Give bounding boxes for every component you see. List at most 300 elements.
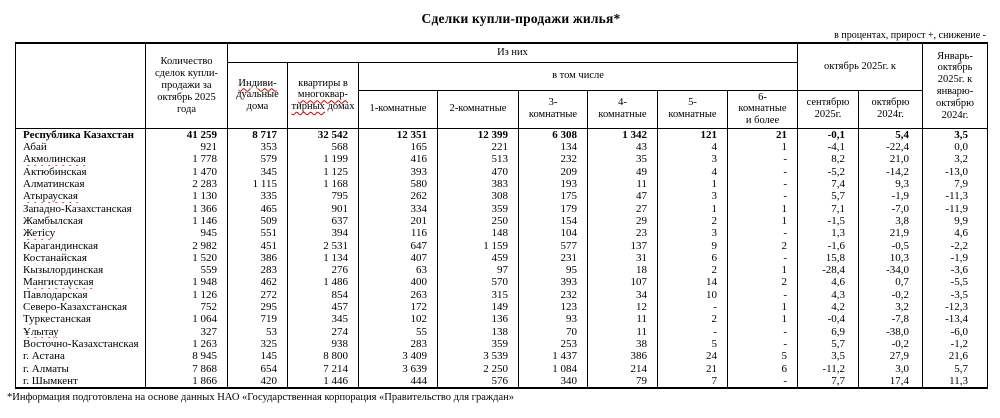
value-cell: 551: [228, 227, 288, 239]
table-row: [16, 178, 988, 190]
value-cell: 193: [519, 178, 588, 190]
value-cell: 7,1: [798, 203, 859, 215]
value-cell: 2 982: [146, 240, 228, 252]
region-cell: Акмолинская: [16, 153, 146, 165]
table-row: [16, 227, 988, 239]
value-cell: 21: [728, 128, 798, 141]
value-cell: 21: [658, 363, 728, 375]
value-cell: -: [728, 153, 798, 165]
including-band-header: в том числе: [359, 62, 798, 90]
value-cell: 2 531: [288, 240, 359, 252]
header-word: домах: [324, 101, 355, 113]
value-cell: 5: [658, 338, 728, 350]
region-cell: Туркестанская: [16, 313, 146, 325]
table-head: [16, 43, 988, 128]
value-cell: 400: [359, 276, 438, 288]
value-cell: 1 130: [146, 190, 228, 202]
value-cell: 0,7: [859, 276, 923, 288]
value-cell: 1 134: [288, 252, 359, 264]
value-cell: 4,3: [798, 289, 859, 301]
value-cell: 345: [228, 166, 288, 178]
region-cell: Абай: [16, 141, 146, 153]
value-cell: 262: [359, 190, 438, 202]
value-cell: 272: [228, 289, 288, 301]
value-cell: 1 366: [146, 203, 228, 215]
value-cell: 1 126: [146, 289, 228, 301]
value-cell: 416: [359, 153, 438, 165]
value-cell: -0,2: [859, 289, 923, 301]
value-cell: -: [728, 166, 798, 178]
value-cell: -4,1: [798, 141, 859, 153]
value-cell: 12: [588, 301, 658, 313]
header-word: тирных: [291, 101, 325, 113]
region-cell: Жамбылская: [16, 215, 146, 227]
value-cell: 901: [288, 203, 359, 215]
value-cell: -11,3: [923, 190, 988, 202]
value-cell: 11: [588, 313, 658, 325]
value-cell: 8 945: [146, 350, 228, 362]
value-cell: 148: [438, 227, 519, 239]
value-cell: 47: [588, 190, 658, 202]
value-cell: 250: [438, 215, 519, 227]
value-cell: 149: [438, 301, 519, 313]
value-cell: -: [728, 289, 798, 301]
value-cell: 2 283: [146, 178, 228, 190]
region-cell: Актюбинская: [16, 166, 146, 178]
value-cell: 359: [438, 203, 519, 215]
value-cell: 359: [438, 338, 519, 350]
value-cell: 4,2: [798, 301, 859, 313]
value-cell: 6 308: [519, 128, 588, 141]
to-october-header: октябрю 2024г.: [859, 90, 923, 128]
value-cell: 457: [288, 301, 359, 313]
value-cell: -0,1: [798, 128, 859, 141]
value-cell: 276: [288, 264, 359, 276]
value-cell: -14,2: [859, 166, 923, 178]
value-cell: 2: [658, 215, 728, 227]
value-cell: 232: [519, 289, 588, 301]
value-cell: 1 263: [146, 338, 228, 350]
value-cell: 1 084: [519, 363, 588, 375]
value-cell: -: [728, 190, 798, 202]
value-cell: 165: [359, 141, 438, 153]
apartments-header: [288, 62, 359, 128]
value-cell: 3,8: [859, 215, 923, 227]
value-cell: 4,6: [798, 276, 859, 288]
value-cell: 637: [288, 215, 359, 227]
value-cell: 795: [288, 190, 359, 202]
value-cell: 93: [519, 313, 588, 325]
region-cell: Республика Казахстан: [16, 128, 146, 141]
value-cell: 1 168: [288, 178, 359, 190]
value-cell: 7 214: [288, 363, 359, 375]
value-cell: 7,4: [798, 178, 859, 190]
value-cell: 459: [438, 252, 519, 264]
value-cell: 1,3: [798, 227, 859, 239]
value-cell: 335: [228, 190, 288, 202]
header-word: Индиви-: [238, 77, 277, 89]
value-cell: 3,5: [798, 350, 859, 362]
value-cell: 123: [519, 301, 588, 313]
value-cell: 10: [658, 289, 728, 301]
value-cell: 945: [146, 227, 228, 239]
table-row: [16, 350, 988, 362]
page-title: Сделки купли-продажи жилья*: [421, 11, 621, 26]
table-row: [16, 190, 988, 202]
value-cell: 18: [588, 264, 658, 276]
value-cell: -0,5: [859, 240, 923, 252]
value-cell: 3 639: [359, 363, 438, 375]
jan-oct-column-header: Январь-октябрь 2025г. к январю-октябрю 2024г.: [923, 43, 988, 128]
value-cell: -6,0: [923, 326, 988, 338]
table-row: [16, 301, 988, 313]
value-cell: 2: [658, 264, 728, 276]
region-cell: Павлодарская: [16, 289, 146, 301]
value-cell: 407: [359, 252, 438, 264]
value-cell: 1 520: [146, 252, 228, 264]
value-cell: -1,5: [798, 215, 859, 227]
region-cell: г. Алматы: [16, 363, 146, 375]
region-cell: г. Астана: [16, 350, 146, 362]
value-cell: 345: [288, 313, 359, 325]
of-them-band-header: Из них: [228, 43, 798, 62]
value-cell: 1 866: [146, 375, 228, 388]
table-row: [16, 338, 988, 350]
value-cell: 2: [728, 240, 798, 252]
value-cell: 21,9: [859, 227, 923, 239]
value-cell: 513: [438, 153, 519, 165]
value-cell: 3 409: [359, 350, 438, 362]
value-cell: 647: [359, 240, 438, 252]
value-cell: 29: [588, 215, 658, 227]
value-cell: 24: [658, 350, 728, 362]
value-cell: -7,8: [859, 313, 923, 325]
value-cell: 3 539: [438, 350, 519, 362]
value-cell: 509: [228, 215, 288, 227]
value-cell: 263: [359, 289, 438, 301]
value-cell: 3,2: [859, 301, 923, 313]
value-cell: 41 259: [146, 128, 228, 141]
value-cell: 43: [588, 141, 658, 153]
value-cell: -38,0: [859, 326, 923, 338]
value-cell: 232: [519, 153, 588, 165]
value-cell: 1: [728, 313, 798, 325]
region-column-header: [16, 43, 146, 128]
value-cell: 1: [728, 215, 798, 227]
region-cell: Северо-Казахстанская: [16, 301, 146, 313]
value-cell: 1: [728, 141, 798, 153]
value-cell: 201: [359, 215, 438, 227]
table-row: [16, 141, 988, 153]
value-cell: 559: [146, 264, 228, 276]
value-cell: 1 199: [288, 153, 359, 165]
value-cell: 8 717: [228, 128, 288, 141]
value-cell: 1 064: [146, 313, 228, 325]
table-row: [16, 240, 988, 252]
value-cell: 12 351: [359, 128, 438, 141]
value-cell: -: [728, 178, 798, 190]
value-cell: 27: [588, 203, 658, 215]
value-cell: 386: [588, 350, 658, 362]
table-body: [16, 128, 988, 388]
value-cell: -28,4: [798, 264, 859, 276]
value-cell: 8,2: [798, 153, 859, 165]
value-cell: 7: [658, 375, 728, 388]
value-cell: 383: [438, 178, 519, 190]
value-cell: 2: [658, 313, 728, 325]
value-cell: 327: [146, 326, 228, 338]
value-cell: 854: [288, 289, 359, 301]
value-cell: 138: [438, 326, 519, 338]
value-cell: 137: [588, 240, 658, 252]
value-cell: -13,4: [923, 313, 988, 325]
value-cell: 2: [728, 276, 798, 288]
value-cell: -5,2: [798, 166, 859, 178]
value-cell: 35: [588, 153, 658, 165]
value-cell: 104: [519, 227, 588, 239]
value-cell: 6: [658, 252, 728, 264]
value-cell: -13,0: [923, 166, 988, 178]
value-cell: 102: [359, 313, 438, 325]
value-cell: 325: [228, 338, 288, 350]
region-cell: Восточно-Казахстанская: [16, 338, 146, 350]
value-cell: -12,3: [923, 301, 988, 313]
value-cell: -2,2: [923, 240, 988, 252]
value-cell: 107: [588, 276, 658, 288]
header-word: многоквар-: [297, 89, 349, 101]
value-cell: 444: [359, 375, 438, 388]
value-cell: -: [728, 375, 798, 388]
value-cell: 752: [146, 301, 228, 313]
value-cell: 4: [658, 141, 728, 153]
region-cell: Атырауская: [16, 190, 146, 202]
room-count-header: 4- комнатные: [588, 90, 658, 128]
value-cell: 1 486: [288, 276, 359, 288]
table-row: [16, 128, 988, 141]
value-cell: 21,6: [923, 350, 988, 362]
value-cell: -22,4: [859, 141, 923, 153]
value-cell: -0,2: [859, 338, 923, 350]
table-row: [16, 166, 988, 178]
value-cell: 14: [658, 276, 728, 288]
region-cell: Алматинская: [16, 178, 146, 190]
value-cell: 654: [228, 363, 288, 375]
value-cell: 393: [519, 276, 588, 288]
value-cell: 3,5: [923, 128, 988, 141]
count-column-header: Количество сделок купли-продажи за октябрь 2025 года: [146, 43, 228, 128]
table-row: [16, 276, 988, 288]
value-cell: 34: [588, 289, 658, 301]
value-cell: 1: [728, 301, 798, 313]
value-cell: 1 342: [588, 128, 658, 141]
value-cell: 27,9: [859, 350, 923, 362]
value-cell: 283: [359, 338, 438, 350]
value-cell: 8 800: [288, 350, 359, 362]
value-cell: 470: [438, 166, 519, 178]
value-cell: 7,7: [798, 375, 859, 388]
value-cell: 5,7: [923, 363, 988, 375]
value-cell: -: [658, 326, 728, 338]
value-cell: 938: [288, 338, 359, 350]
value-cell: 15,8: [798, 252, 859, 264]
value-cell: 579: [228, 153, 288, 165]
region-cell: Жетісу: [16, 227, 146, 239]
value-cell: -1,6: [798, 240, 859, 252]
value-cell: 283: [228, 264, 288, 276]
value-cell: 97: [438, 264, 519, 276]
region-cell: г. Шымкент: [16, 375, 146, 388]
table-row: [16, 313, 988, 325]
value-cell: 386: [228, 252, 288, 264]
value-cell: 32 542: [288, 128, 359, 141]
region-cell: Кызылординская: [16, 264, 146, 276]
table-row: [16, 264, 988, 276]
table-row: [16, 363, 988, 375]
value-cell: 79: [588, 375, 658, 388]
value-cell: 274: [288, 326, 359, 338]
value-cell: -: [728, 326, 798, 338]
value-cell: 3,0: [859, 363, 923, 375]
region-cell: Западно-Казахстанская: [16, 203, 146, 215]
value-cell: 315: [438, 289, 519, 301]
value-cell: 9,3: [859, 178, 923, 190]
value-cell: 1: [728, 203, 798, 215]
value-cell: 1: [658, 203, 728, 215]
value-cell: 11: [588, 326, 658, 338]
value-cell: 295: [228, 301, 288, 313]
value-cell: 0,0: [923, 141, 988, 153]
room-count-header: 6- комнатные и более: [728, 90, 798, 128]
value-cell: 17,4: [859, 375, 923, 388]
value-cell: 175: [519, 190, 588, 202]
value-cell: -11,9: [923, 203, 988, 215]
value-cell: 1 948: [146, 276, 228, 288]
value-cell: 221: [438, 141, 519, 153]
value-cell: -3,6: [923, 264, 988, 276]
value-cell: 23: [588, 227, 658, 239]
value-cell: -: [728, 338, 798, 350]
region-cell: Карагандинская: [16, 240, 146, 252]
value-cell: 172: [359, 301, 438, 313]
value-cell: 3: [658, 190, 728, 202]
value-cell: 580: [359, 178, 438, 190]
value-cell: 921: [146, 141, 228, 153]
value-cell: 12 399: [438, 128, 519, 141]
value-cell: 136: [438, 313, 519, 325]
footnote: *Информация подготовлена на основе данных НАО «Государственная корпорация «Правительство для граждан»: [7, 392, 515, 404]
value-cell: 214: [588, 363, 658, 375]
value-cell: 465: [228, 203, 288, 215]
header-word: дуальные дома: [236, 89, 279, 113]
value-cell: 121: [658, 128, 728, 141]
value-cell: 209: [519, 166, 588, 178]
room-count-header: 2-комнатные: [438, 90, 519, 128]
value-cell: 1 778: [146, 153, 228, 165]
value-cell: 568: [288, 141, 359, 153]
table-row: [16, 289, 988, 301]
value-cell: 9,9: [923, 215, 988, 227]
housing-deals-table: [15, 42, 988, 389]
value-cell: 570: [438, 276, 519, 288]
value-cell: 340: [519, 375, 588, 388]
value-cell: 5,4: [859, 128, 923, 141]
individual-houses-header: [228, 62, 288, 128]
value-cell: -: [658, 301, 728, 313]
header-word: квартиры в: [298, 77, 348, 89]
value-cell: 21,0: [859, 153, 923, 165]
value-cell: -: [728, 227, 798, 239]
value-cell: -1,9: [923, 252, 988, 264]
value-cell: 576: [438, 375, 519, 388]
region-cell: Костанайская: [16, 252, 146, 264]
value-cell: 179: [519, 203, 588, 215]
value-cell: 420: [228, 375, 288, 388]
room-count-header: 1-комнатные: [359, 90, 438, 128]
value-cell: 5,7: [798, 190, 859, 202]
table-row: [16, 252, 988, 264]
value-cell: 154: [519, 215, 588, 227]
value-cell: -1,9: [859, 190, 923, 202]
table-row: [16, 153, 988, 165]
value-cell: 231: [519, 252, 588, 264]
value-cell: -7,0: [859, 203, 923, 215]
region-cell: Ұлытау: [16, 326, 146, 338]
value-cell: 4: [658, 166, 728, 178]
value-cell: 1 115: [228, 178, 288, 190]
value-cell: 3: [658, 227, 728, 239]
value-cell: 394: [288, 227, 359, 239]
units-note: в процентах, прирост +, снижение -: [834, 30, 986, 41]
value-cell: 11: [588, 178, 658, 190]
value-cell: -5,5: [923, 276, 988, 288]
value-cell: 462: [228, 276, 288, 288]
value-cell: -1,2: [923, 338, 988, 350]
value-cell: 451: [228, 240, 288, 252]
value-cell: 10,3: [859, 252, 923, 264]
value-cell: 70: [519, 326, 588, 338]
value-cell: 1: [658, 178, 728, 190]
table-row: [16, 215, 988, 227]
value-cell: 95: [519, 264, 588, 276]
value-cell: -0,4: [798, 313, 859, 325]
value-cell: 4,6: [923, 227, 988, 239]
value-cell: 334: [359, 203, 438, 215]
to-september-header: сентябрю 2025г.: [798, 90, 859, 128]
value-cell: 1 146: [146, 215, 228, 227]
value-cell: 11,3: [923, 375, 988, 388]
value-cell: 1 159: [438, 240, 519, 252]
value-cell: 6,9: [798, 326, 859, 338]
value-cell: 38: [588, 338, 658, 350]
value-cell: 2 250: [438, 363, 519, 375]
value-cell: 31: [588, 252, 658, 264]
value-cell: 7,9: [923, 178, 988, 190]
value-cell: 55: [359, 326, 438, 338]
value-cell: -11,2: [798, 363, 859, 375]
room-count-header: 5- комнатные: [658, 90, 728, 128]
region-cell: Мангистауская: [16, 276, 146, 288]
table-row: [16, 203, 988, 215]
value-cell: 116: [359, 227, 438, 239]
value-cell: 1 125: [288, 166, 359, 178]
value-cell: 134: [519, 141, 588, 153]
value-cell: 577: [519, 240, 588, 252]
value-cell: 719: [228, 313, 288, 325]
value-cell: 253: [519, 338, 588, 350]
value-cell: 1 446: [288, 375, 359, 388]
value-cell: 53: [228, 326, 288, 338]
value-cell: 1: [728, 264, 798, 276]
